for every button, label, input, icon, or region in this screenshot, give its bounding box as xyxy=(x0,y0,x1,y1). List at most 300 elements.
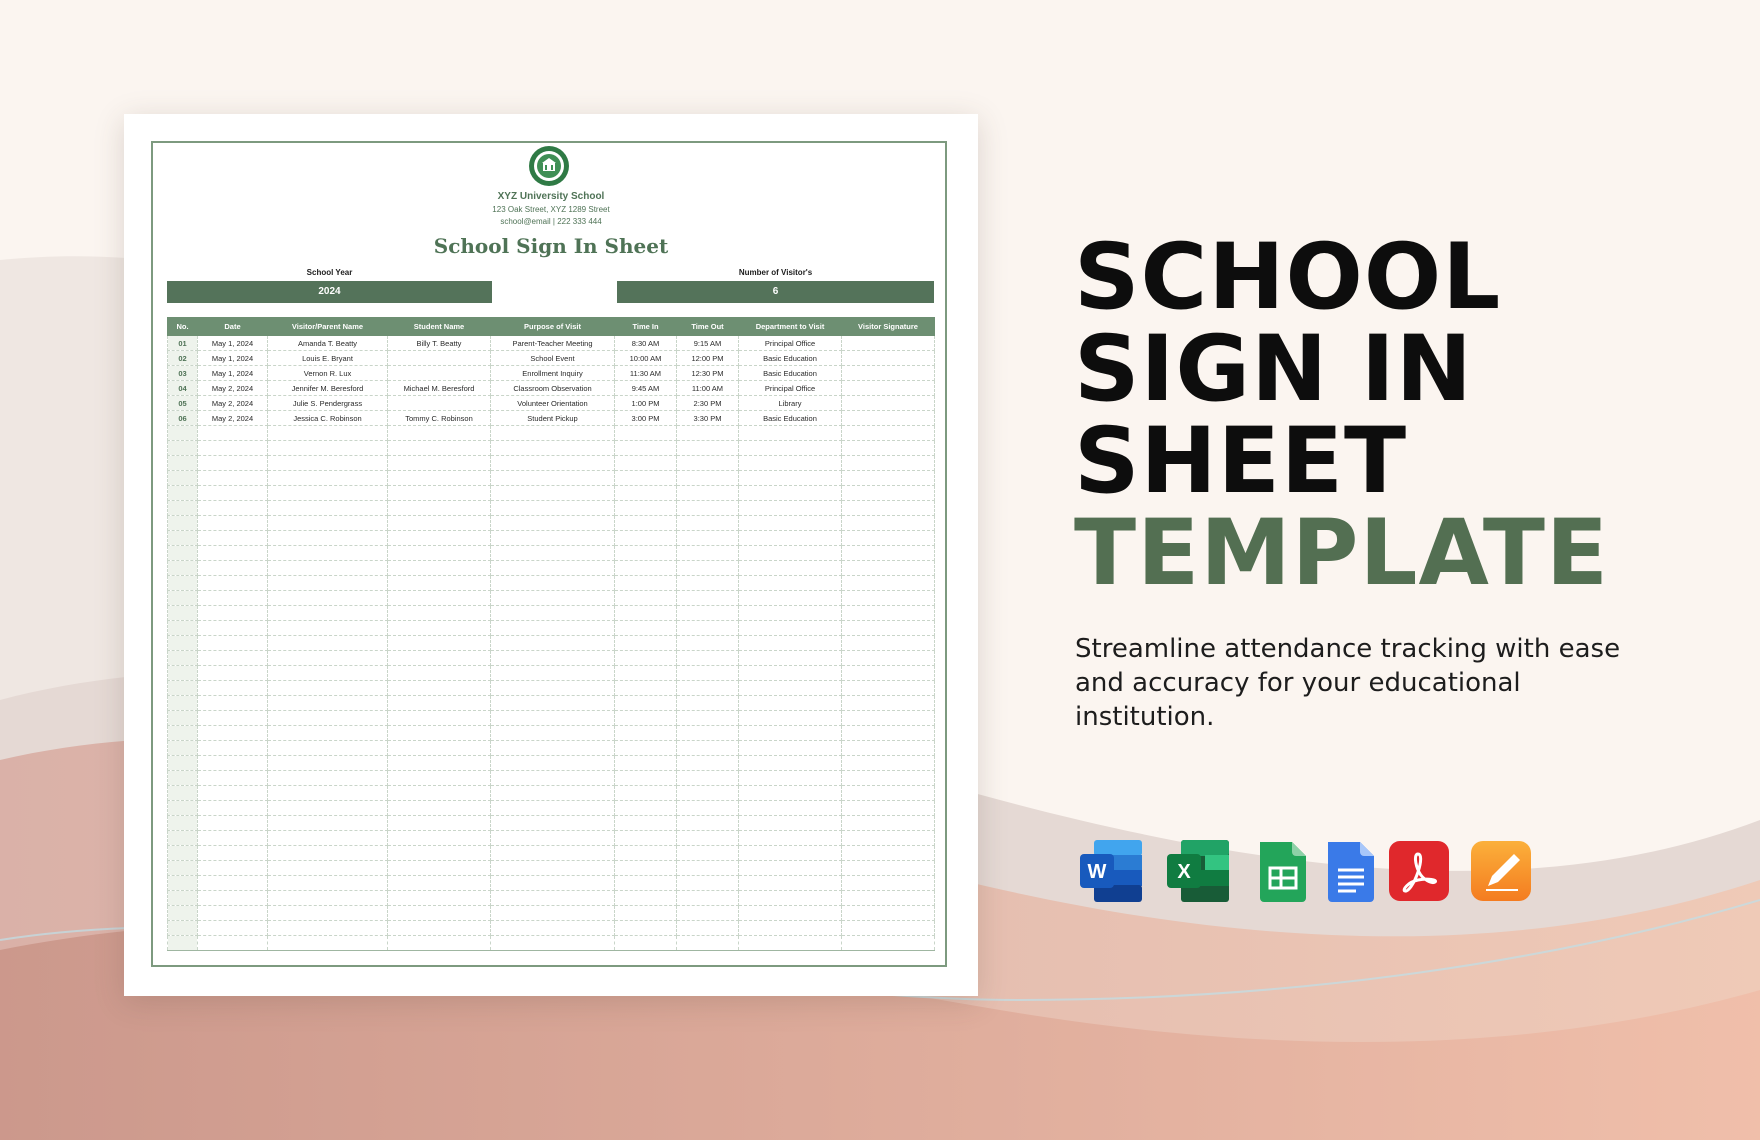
row-number-empty xyxy=(168,606,198,621)
headline-line-3: SHEET xyxy=(1074,409,1408,514)
department-empty xyxy=(739,696,842,711)
purpose-of-visit-empty xyxy=(491,771,615,786)
table-row-empty xyxy=(168,516,935,531)
student-name xyxy=(388,396,491,411)
visitor-signature-empty xyxy=(842,696,935,711)
department-empty xyxy=(739,456,842,471)
purpose-of-visit-empty xyxy=(491,471,615,486)
department-empty xyxy=(739,486,842,501)
student-name-empty xyxy=(388,561,491,576)
purpose-of-visit-empty xyxy=(491,591,615,606)
table-row-empty xyxy=(168,456,935,471)
visitors-count-label: Number of Visitor's xyxy=(738,268,813,277)
visitor-name-empty xyxy=(268,816,388,831)
row-number-empty xyxy=(168,876,198,891)
row-number-empty xyxy=(168,546,198,561)
time-out-empty xyxy=(677,426,739,441)
purpose-of-visit: Enrollment Inquiry xyxy=(491,366,615,381)
row-number-empty xyxy=(168,516,198,531)
visit-date-empty xyxy=(198,501,268,516)
purpose-of-visit-empty xyxy=(491,861,615,876)
time-in-empty xyxy=(615,711,677,726)
time-in-empty xyxy=(615,771,677,786)
visit-date-empty xyxy=(198,861,268,876)
department-empty xyxy=(739,741,842,756)
time-in: 8:30 AM xyxy=(615,336,677,351)
student-name-empty xyxy=(388,936,491,951)
visitor-signature-empty xyxy=(842,831,935,846)
student-name-empty xyxy=(388,711,491,726)
visitor-name-empty xyxy=(268,756,388,771)
visit-date: May 2, 2024 xyxy=(198,411,268,426)
student-name-empty xyxy=(388,486,491,501)
time-in-empty xyxy=(615,591,677,606)
time-in-empty xyxy=(615,651,677,666)
time-out-empty xyxy=(677,861,739,876)
time-in: 11:30 AM xyxy=(615,366,677,381)
department-empty xyxy=(739,441,842,456)
purpose-of-visit-empty xyxy=(491,606,615,621)
visitor-signature-empty xyxy=(842,861,935,876)
table-row-empty xyxy=(168,711,935,726)
time-out-empty xyxy=(677,531,739,546)
time-in-empty xyxy=(615,471,677,486)
visit-date-empty xyxy=(198,711,268,726)
time-out-empty xyxy=(677,756,739,771)
visit-date-empty xyxy=(198,681,268,696)
purpose-of-visit-empty xyxy=(491,801,615,816)
table-body xyxy=(168,336,935,951)
purpose-of-visit-empty xyxy=(491,546,615,561)
visit-date-empty xyxy=(198,651,268,666)
visitor-name-empty xyxy=(268,771,388,786)
table-row xyxy=(168,411,935,426)
visitor-name-empty xyxy=(268,426,388,441)
row-number-empty xyxy=(168,486,198,501)
visitor-signature xyxy=(842,411,935,426)
sign-in-table-wrapper xyxy=(167,317,934,951)
google-docs-icon[interactable] xyxy=(1320,840,1382,902)
department-empty xyxy=(739,771,842,786)
visitor-signature-empty xyxy=(842,711,935,726)
time-out-empty xyxy=(677,606,739,621)
visit-date-empty xyxy=(198,771,268,786)
visitor-name: Vernon R. Lux xyxy=(268,366,388,381)
visitor-name-empty xyxy=(268,936,388,951)
visitor-signature xyxy=(842,351,935,366)
purpose-of-visit-empty xyxy=(491,816,615,831)
row-number-empty xyxy=(168,501,198,516)
visit-date-empty xyxy=(198,936,268,951)
row-number-empty xyxy=(168,846,198,861)
visit-date-empty xyxy=(198,621,268,636)
department-empty xyxy=(739,546,842,561)
student-name-empty xyxy=(388,906,491,921)
department-empty xyxy=(739,786,842,801)
visit-date-empty xyxy=(198,846,268,861)
time-out-empty xyxy=(677,921,739,936)
visit-date-empty xyxy=(198,576,268,591)
table-row-empty xyxy=(168,621,935,636)
time-out-empty xyxy=(677,711,739,726)
department: Library xyxy=(739,396,842,411)
visit-date: May 2, 2024 xyxy=(198,381,268,396)
table-row xyxy=(168,366,935,381)
student-name-empty xyxy=(388,426,491,441)
visitor-name-empty xyxy=(268,486,388,501)
department-empty xyxy=(739,561,842,576)
time-in-empty xyxy=(615,576,677,591)
visitor-name-empty xyxy=(268,546,388,561)
visit-date-empty xyxy=(198,666,268,681)
school-year-label: School Year xyxy=(306,268,353,277)
visitor-signature-empty xyxy=(842,666,935,681)
visitor-name-empty xyxy=(268,471,388,486)
purpose-of-visit-empty xyxy=(491,741,615,756)
visitor-signature-empty xyxy=(842,771,935,786)
department-empty xyxy=(739,891,842,906)
student-name-empty xyxy=(388,636,491,651)
word-icon[interactable] xyxy=(1080,840,1142,902)
student-name-empty xyxy=(388,576,491,591)
purpose-of-visit-empty xyxy=(491,786,615,801)
purpose-of-visit-empty xyxy=(491,636,615,651)
time-in-empty xyxy=(615,861,677,876)
purpose-of-visit-empty xyxy=(491,696,615,711)
visitor-signature-empty xyxy=(842,726,935,741)
purpose-of-visit-empty xyxy=(491,936,615,951)
row-number-empty xyxy=(168,636,198,651)
school-seal-logo xyxy=(528,145,570,187)
template-headline xyxy=(1074,225,1610,606)
student-name-empty xyxy=(388,831,491,846)
row-number-empty xyxy=(168,471,198,486)
purpose-of-visit-empty xyxy=(491,456,615,471)
row-number-empty xyxy=(168,666,198,681)
table-row-empty xyxy=(168,426,935,441)
visit-date-empty xyxy=(198,831,268,846)
time-out-empty xyxy=(677,471,739,486)
visit-date-empty xyxy=(198,741,268,756)
department: Principal Office xyxy=(739,381,842,396)
time-in-empty xyxy=(615,921,677,936)
row-number: 02 xyxy=(168,351,198,366)
table-row-empty xyxy=(168,606,935,621)
purpose-of-visit-empty xyxy=(491,531,615,546)
visitor-signature-empty xyxy=(842,561,935,576)
purpose-of-visit: Student Pickup xyxy=(491,411,615,426)
visitor-signature-empty xyxy=(842,876,935,891)
student-name-empty xyxy=(388,501,491,516)
department-empty xyxy=(739,711,842,726)
time-in-empty xyxy=(615,846,677,861)
table-row-empty xyxy=(168,891,935,906)
visitor-signature-empty xyxy=(842,456,935,471)
table-row-empty xyxy=(168,741,935,756)
student-name-empty xyxy=(388,606,491,621)
google-sheets-icon[interactable] xyxy=(1252,840,1314,902)
purpose-of-visit-empty xyxy=(491,621,615,636)
time-out-empty xyxy=(677,726,739,741)
student-name-empty xyxy=(388,456,491,471)
row-number-empty xyxy=(168,531,198,546)
pages-icon[interactable] xyxy=(1470,840,1532,902)
visitor-signature-empty xyxy=(842,531,935,546)
department-empty xyxy=(739,636,842,651)
visit-date-empty xyxy=(198,516,268,531)
visit-date-empty xyxy=(198,561,268,576)
row-number-empty xyxy=(168,936,198,951)
department-empty xyxy=(739,591,842,606)
table-row-empty xyxy=(168,921,935,936)
student-name-empty xyxy=(388,726,491,741)
time-in-empty xyxy=(615,456,677,471)
visit-date: May 1, 2024 xyxy=(198,366,268,381)
purpose-of-visit-empty xyxy=(491,906,615,921)
visit-date-empty xyxy=(198,726,268,741)
visit-date: May 2, 2024 xyxy=(198,396,268,411)
time-out-empty xyxy=(677,741,739,756)
time-in-empty xyxy=(615,516,677,531)
row-number: 06 xyxy=(168,411,198,426)
table-row-empty xyxy=(168,501,935,516)
student-name: Billy T. Beatty xyxy=(388,336,491,351)
row-number-empty xyxy=(168,921,198,936)
department-empty xyxy=(739,801,842,816)
student-name xyxy=(388,366,491,381)
visit-date-empty xyxy=(198,441,268,456)
time-out-empty xyxy=(677,936,739,951)
time-out: 11:00 AM xyxy=(677,381,739,396)
time-out-empty xyxy=(677,906,739,921)
row-number-empty xyxy=(168,711,198,726)
visitor-signature-empty xyxy=(842,756,935,771)
visitor-name-empty xyxy=(268,876,388,891)
time-in-empty xyxy=(615,936,677,951)
table-row-empty xyxy=(168,681,935,696)
table-row-empty xyxy=(168,651,935,666)
department-empty xyxy=(739,876,842,891)
time-out-empty xyxy=(677,846,739,861)
student-name-empty xyxy=(388,681,491,696)
visit-date-empty xyxy=(198,786,268,801)
time-in: 10:00 AM xyxy=(615,351,677,366)
time-out-empty xyxy=(677,546,739,561)
row-number: 04 xyxy=(168,381,198,396)
department: Basic Education xyxy=(739,351,842,366)
time-out-empty xyxy=(677,831,739,846)
headline-line-2: SIGN IN xyxy=(1074,317,1473,422)
table-row-empty xyxy=(168,756,935,771)
time-out-empty xyxy=(677,621,739,636)
table-row xyxy=(168,336,935,351)
row-number-empty xyxy=(168,771,198,786)
visitor-signature-empty xyxy=(842,741,935,756)
visitor-name-empty xyxy=(268,651,388,666)
row-number-empty xyxy=(168,426,198,441)
visitor-signature-empty xyxy=(842,516,935,531)
time-out-empty xyxy=(677,456,739,471)
time-out-empty xyxy=(677,666,739,681)
table-row-empty xyxy=(168,531,935,546)
time-in: 1:00 PM xyxy=(615,396,677,411)
visitor-name-empty xyxy=(268,621,388,636)
time-in-empty xyxy=(615,906,677,921)
visitor-name-empty xyxy=(268,786,388,801)
visitor-signature-empty xyxy=(842,786,935,801)
visitor-name-empty xyxy=(268,861,388,876)
time-in-empty xyxy=(615,546,677,561)
time-out-empty xyxy=(677,516,739,531)
time-in-empty xyxy=(615,426,677,441)
row-number-empty xyxy=(168,621,198,636)
column-header-purpose: Purpose of Visit xyxy=(491,318,615,336)
time-out-empty xyxy=(677,486,739,501)
excel-icon[interactable] xyxy=(1167,840,1229,902)
row-number-empty xyxy=(168,906,198,921)
time-out-empty xyxy=(677,636,739,651)
time-in-empty xyxy=(615,606,677,621)
department-empty xyxy=(739,831,842,846)
table-row-empty xyxy=(168,636,935,651)
student-name-empty xyxy=(388,546,491,561)
purpose-of-visit-empty xyxy=(491,726,615,741)
table-row-empty xyxy=(168,816,935,831)
purpose-of-visit-empty xyxy=(491,516,615,531)
visitor-name-empty xyxy=(268,591,388,606)
time-in-empty xyxy=(615,681,677,696)
visitor-signature-empty xyxy=(842,906,935,921)
time-out-empty xyxy=(677,876,739,891)
time-in-empty xyxy=(615,816,677,831)
time-out-empty xyxy=(677,681,739,696)
student-name-empty xyxy=(388,591,491,606)
visitor-signature xyxy=(842,381,935,396)
student-name-empty xyxy=(388,741,491,756)
visitor-name-empty xyxy=(268,696,388,711)
time-in-empty xyxy=(615,891,677,906)
time-out: 9:15 AM xyxy=(677,336,739,351)
visitor-name-empty xyxy=(268,831,388,846)
time-in: 9:45 AM xyxy=(615,381,677,396)
table-row-empty xyxy=(168,801,935,816)
purpose-of-visit-empty xyxy=(491,891,615,906)
student-name-empty xyxy=(388,876,491,891)
row-number-empty xyxy=(168,651,198,666)
row-number-empty xyxy=(168,681,198,696)
department-empty xyxy=(739,471,842,486)
visitor-signature-empty xyxy=(842,426,935,441)
visitor-signature-empty xyxy=(842,621,935,636)
student-name-empty xyxy=(388,666,491,681)
visitor-name-empty xyxy=(268,891,388,906)
student-name-empty xyxy=(388,861,491,876)
department-empty xyxy=(739,531,842,546)
time-in: 3:00 PM xyxy=(615,411,677,426)
excel-letter: X xyxy=(1177,861,1191,883)
row-number-empty xyxy=(168,741,198,756)
visit-date-empty xyxy=(198,756,268,771)
table-header-row xyxy=(168,318,935,336)
table-row-empty xyxy=(168,696,935,711)
visitor-name-empty xyxy=(268,906,388,921)
visitor-name-empty xyxy=(268,681,388,696)
purpose-of-visit: Volunteer Orientation xyxy=(491,396,615,411)
time-out: 2:30 PM xyxy=(677,396,739,411)
student-name-empty xyxy=(388,621,491,636)
row-number-empty xyxy=(168,891,198,906)
visit-date-empty xyxy=(198,816,268,831)
table-row-empty xyxy=(168,831,935,846)
student-name-empty xyxy=(388,801,491,816)
time-in-empty xyxy=(615,621,677,636)
student-name-empty xyxy=(388,891,491,906)
visit-date-empty xyxy=(198,426,268,441)
visitor-name-empty xyxy=(268,921,388,936)
row-number-empty xyxy=(168,591,198,606)
visitor-signature-empty xyxy=(842,846,935,861)
visitor-name: Amanda T. Beatty xyxy=(268,336,388,351)
department: Principal Office xyxy=(739,336,842,351)
purpose-of-visit-empty xyxy=(491,831,615,846)
sheet-title: School Sign In Sheet xyxy=(433,234,669,258)
table-row-empty xyxy=(168,726,935,741)
table-row-empty xyxy=(168,576,935,591)
visitor-signature-empty xyxy=(842,921,935,936)
pdf-icon[interactable] xyxy=(1388,840,1450,902)
table-row-empty xyxy=(168,561,935,576)
visitor-signature-empty xyxy=(842,651,935,666)
visitor-name-empty xyxy=(268,441,388,456)
department: Basic Education xyxy=(739,366,842,381)
file-format-icons xyxy=(1080,840,1530,904)
purpose-of-visit-empty xyxy=(491,441,615,456)
table-row-empty xyxy=(168,846,935,861)
visitor-name-empty xyxy=(268,501,388,516)
column-header-department: Department to Visit xyxy=(739,318,842,336)
visitor-signature-empty xyxy=(842,441,935,456)
visit-date: May 1, 2024 xyxy=(198,351,268,366)
department-empty xyxy=(739,936,842,951)
row-number: 03 xyxy=(168,366,198,381)
time-in-empty xyxy=(615,726,677,741)
visitor-name-empty xyxy=(268,576,388,591)
visit-date-empty xyxy=(198,921,268,936)
visit-date-empty xyxy=(198,876,268,891)
table-row-empty xyxy=(168,441,935,456)
time-out: 3:30 PM xyxy=(677,411,739,426)
visit-date-empty xyxy=(198,456,268,471)
student-name-empty xyxy=(388,516,491,531)
visitor-name: Julie S. Pendergrass xyxy=(268,396,388,411)
row-number-empty xyxy=(168,816,198,831)
visit-date-empty xyxy=(198,906,268,921)
time-in-empty xyxy=(615,876,677,891)
table-row-empty xyxy=(168,876,935,891)
school-address: 123 Oak Street, XYZ 1289 Street xyxy=(492,205,610,214)
time-in-empty xyxy=(615,786,677,801)
visit-date: May 1, 2024 xyxy=(198,336,268,351)
student-name-empty xyxy=(388,846,491,861)
purpose-of-visit: School Event xyxy=(491,351,615,366)
time-in-empty xyxy=(615,831,677,846)
purpose-of-visit-empty xyxy=(491,846,615,861)
visitor-signature-empty xyxy=(842,486,935,501)
purpose-of-visit-empty xyxy=(491,576,615,591)
purpose-of-visit-empty xyxy=(491,501,615,516)
time-in-empty xyxy=(615,756,677,771)
purpose-of-visit: Classroom Observation xyxy=(491,381,615,396)
